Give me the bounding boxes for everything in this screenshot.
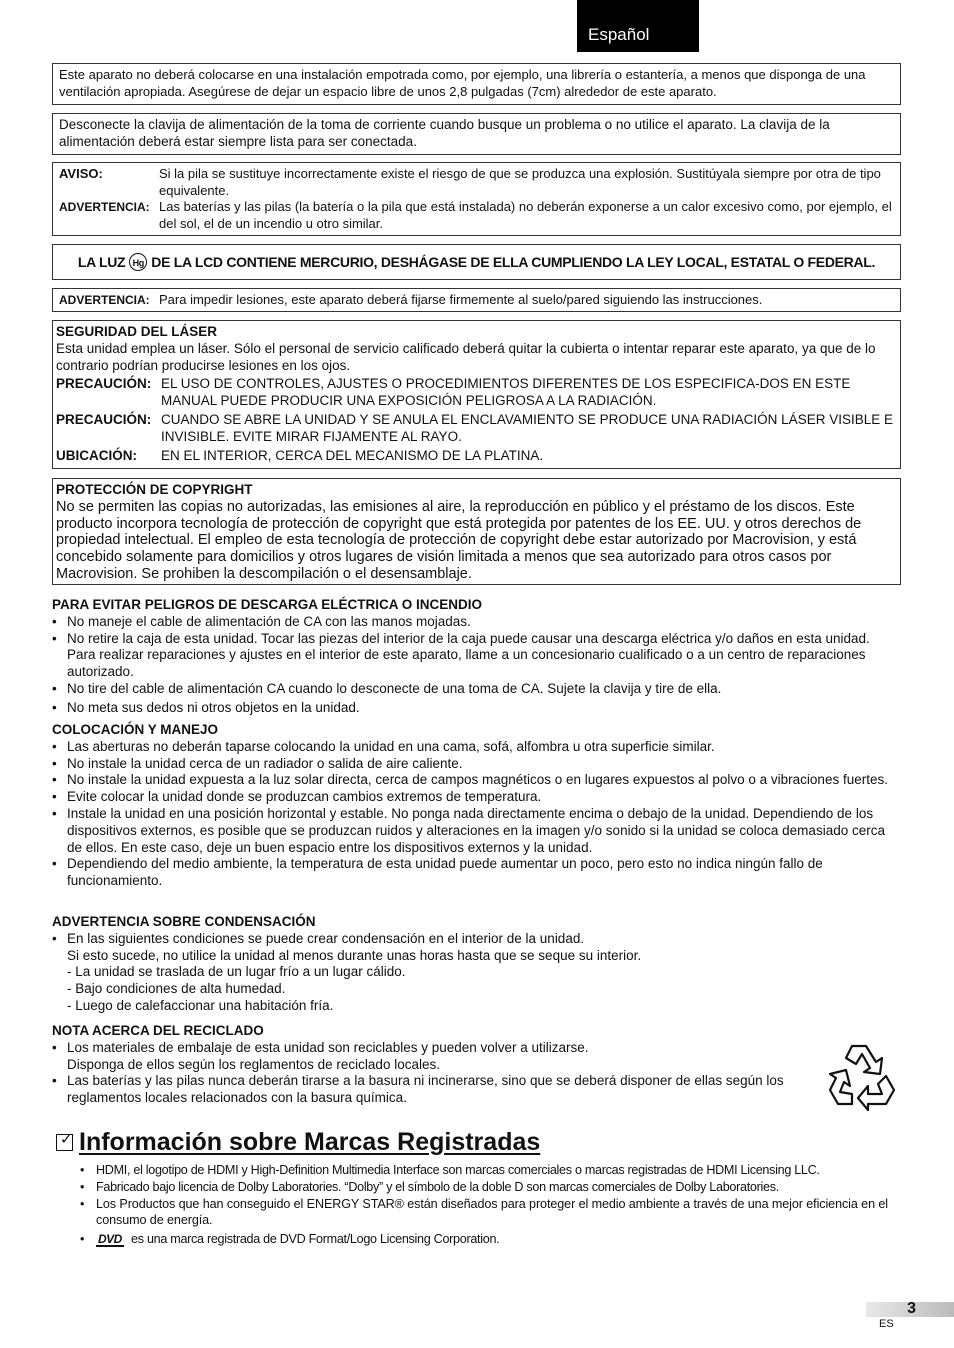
laser-title: SEGURIDAD DEL LÁSER: [56, 324, 218, 339]
list-item: • Evite colocar la unidad donde se produzcan cambios extremos de temperatura.: [52, 789, 542, 805]
mercury-prefix: LA LUZ: [77, 253, 126, 270]
fixing-warning-box: [52, 288, 901, 312]
ventilation-notice: [52, 63, 901, 105]
sub-item: - La unidad se traslada de un lugar frío a un lugar cálido.: [67, 964, 406, 980]
laser-row-label: PRECAUCIÓN:: [56, 411, 152, 427]
laser-row-label: PRECAUCIÓN:: [56, 376, 152, 392]
laser-row: [56, 448, 897, 465]
laser-intro: Esta unidad emplea un láser. Sólo el personal de servicio calificado deberá quitar la cubierta o intentar reparar este aparato, ya que de lo contrario podrían producirse lesiones en los ojos.: [56, 340, 876, 373]
advertencia-row: [59, 199, 894, 232]
mercury-suffix: DE LA LCD CONTIENE MERCURIO, DESHÁGASE DE ELLA CUMPLIENDO LA LEY LOCAL, ESTATAL O FEDERAL.: [151, 253, 876, 270]
fixing-text: Para impedir lesiones, este aparato deberá fijarse firmemente al suelo/pared siguiendo las instrucciones.: [159, 292, 763, 307]
condensation-section: [52, 914, 902, 1015]
aviso-row: [59, 166, 894, 199]
mercury-warning-box: [52, 244, 901, 280]
sub-item: - Bajo condiciones de alta humedad.: [67, 981, 286, 997]
copyright-box: [52, 478, 901, 585]
check-icon: ✓: [56, 1134, 73, 1151]
laser-safety-box: [52, 320, 901, 469]
copyright-text: No se permiten las copias no autorizadas, las emisiones al aire, la reproducción en público y el préstamo de los discos. Este producto incorpora tecnología de protección de copyright que está protegida por patentes de los EE. UU. y otros derechos de propiedad intelectual. El empleo de esta tecnología de protección de copyright debe estar autorizado por Macrovision, y está concebido solamente para domicilios y otros lugares de visión limitada a menos que sea autorizado para otros casos por Macrovision. Se prohiben la descompilación o el desensamblaje.: [56, 498, 862, 582]
power-plug-notice: [52, 113, 901, 155]
ventilation-text: Este aparato no deberá colocarse en una instalación empotrada como, por ejemplo, una librería o estantería, a menos que disponga de una ventilación apropiada. Asegúrese de dejar un espacio libre de unos 2,8 pulgadas (7cm) alrededor de este aparato.: [59, 67, 866, 99]
dvd-logo-icon: DVD: [98, 1232, 122, 1247]
page-number: 3: [866, 1302, 954, 1317]
list-item: • No instale la unidad cerca de un radiador o salida de aire caliente.: [52, 755, 463, 771]
trademarks-list: [80, 1162, 900, 1248]
laser-row: [56, 376, 897, 410]
condensation-title: ADVERTENCIA SOBRE CONDENSACIÓN: [52, 914, 316, 929]
placement-section: [52, 722, 902, 890]
list-item: • DVD es una marca registrada de DVD Format/Logo Licensing Corporation.: [80, 1232, 500, 1247]
recycling-title: NOTA ACERCA DEL RECICLADO: [52, 1023, 264, 1038]
laser-row-label: UBICACIÓN:: [56, 447, 137, 463]
advertencia-label: ADVERTENCIA:: [59, 200, 150, 214]
list-item: • Los Productos que han conseguido el ENERGY STAR® están diseñados para proteger el medio ambiente a través de una mejor eficiencia en el consumo de energía.: [80, 1196, 888, 1228]
laser-row-text: EN EL INTERIOR, CERCA DEL MECANISMO DE LA PLATINA.: [161, 447, 544, 463]
trademarks-title: Información sobre Marcas Registradas: [79, 1128, 541, 1156]
trademarks-heading: [56, 1128, 540, 1157]
copyright-title: PROTECCIÓN DE COPYRIGHT: [56, 482, 253, 497]
list-item: • Dependiendo del medio ambiente, la temperatura de esta unidad puede aumentar un poco, pero esto no indica ningún fallo de funcionamiento.: [52, 856, 823, 889]
page-lang-code: ES: [879, 1318, 894, 1330]
fixing-label: ADVERTENCIA:: [59, 293, 150, 307]
list-item: • Las aberturas no deberán taparse colocando la unidad en una cama, sofá, alfombra u otra superficie similar.: [52, 738, 715, 754]
placement-title: COLOCACIÓN Y MANEJO: [52, 722, 219, 737]
laser-row: [56, 412, 897, 446]
power-plug-text: Desconecte la clavija de alimentación de la toma de corriente cuando busque un problema o no utilice el aparato. La clavija de la alimentación deberá estar siempre lista para ser conectada.: [59, 117, 830, 149]
list-item: • Instale la unidad en una posición horizontal y estable. No ponga nada directamente encima o debajo de la unidad. Dependiendo de los dispositivos externos, es posible que se produzcan ruidos y alteraciones en la imagen y/o sonido si la unidad se coloca demasiado cerca de ellos. En este caso, deje un buen espacio entre los dispositivos externos y la unidad.: [52, 805, 885, 855]
list-item: • Las baterías y las pilas nunca deberán tirarse a la basura ni incinerarse, sino que se deberá disponer de ellas según los reglamentos locales relacionados con la basura química.: [52, 1073, 784, 1106]
list-item: • En las siguientes condiciones se puede crear condensación en el interior de la unidad. Si esto sucede, no utilice la unidad al menos durante unas horas hasta que se seque su interior. - La unidad se traslada de un lugar frío a un lugar cálido. - Bajo condiciones de alta humedad. - Luego de calefaccionar una habitación fría.: [52, 931, 902, 1015]
aviso-text: Si la pila se sustituye incorrectamente existe el riesgo de que se produzca una explosión. Sustitúyala siempre por otra de tipo equivalente.: [159, 166, 881, 198]
aviso-label: AVISO:: [59, 166, 103, 181]
recycle-icon: [822, 1040, 902, 1116]
list-item: • No meta sus dedos ni otros objetos en la unidad.: [52, 699, 360, 715]
language-tab: Español: [577, 0, 699, 52]
list-item: • No instale la unidad expuesta a la luz solar directa, cerca de campos magnéticos o en lugares expuestos al polvo o a vibraciones fuertes.: [52, 772, 888, 788]
battery-warning-box: [52, 162, 901, 236]
list-item: • HDMI, el logotipo de HDMI y High-Definition Multimedia Interface son marcas comerciales o marcas registradas de HDMI Licensing LLC.: [80, 1163, 820, 1177]
list-item: • Los materiales de embalaje de esta unidad son reciclables y pueden volver a utilizarse. Disponga de ellos según los reglamentos de reciclado locales.: [52, 1039, 589, 1072]
electric-title: PARA EVITAR PELIGROS DE DESCARGA ELÉCTRICA O INCENDIO: [52, 597, 483, 612]
list-item: • No maneje el cable de alimentación de CA con las manos mojadas.: [52, 613, 471, 629]
laser-row-text: EL USO DE CONTROLES, AJUSTES O PROCEDIMIENTOS DIFERENTES DE LOS ESPECIFICA-DOS EN ESTE MANUAL PUEDE PRODUCIR UNA EXPOSICIÓN PELIGROSA A LA RADIACIÓN.: [161, 376, 851, 409]
mercury-hg-icon: Hg: [129, 253, 147, 271]
advertencia-text: Las baterías y las pilas (la batería o la pila que está instalada) no deberán exponerse a un calor excesivo como, por ejemplo, el del sol, el de un incendio u otro similar.: [159, 199, 892, 231]
list-item: • No retire la caja de esta unidad. Tocar las piezas del interior de la caja puede causar una descarga eléctrica y/o daños en esta unidad. Para realizar reparaciones y ajustes en el interior de este aparato, llame a un concesionario cualificado o a un centro de reparaciones autorizado.: [52, 630, 870, 680]
sub-item: - Luego de calefaccionar una habitación fría.: [67, 997, 334, 1013]
electric-section: [52, 597, 902, 717]
laser-row-text: CUANDO SE ABRE LA UNIDAD Y SE ANULA EL ENCLAVAMIENTO SE PRODUCE UNA RADIACIÓN LÁSER VISIBLE E INVISIBLE. EVITE MIRAR FIJAMENTE AL RAYO.: [161, 411, 893, 444]
list-item: • No tire del cable de alimentación CA cuando lo desconecte de una toma de CA. Sujete la clavija y tire de ella.: [52, 680, 722, 696]
list-item: • Fabricado bajo licencia de Dolby Laboratories. “Dolby” y el símbolo de la doble D son marcas comerciales de Dolby Laboratories.: [80, 1179, 779, 1194]
recycling-section: [52, 1023, 822, 1107]
